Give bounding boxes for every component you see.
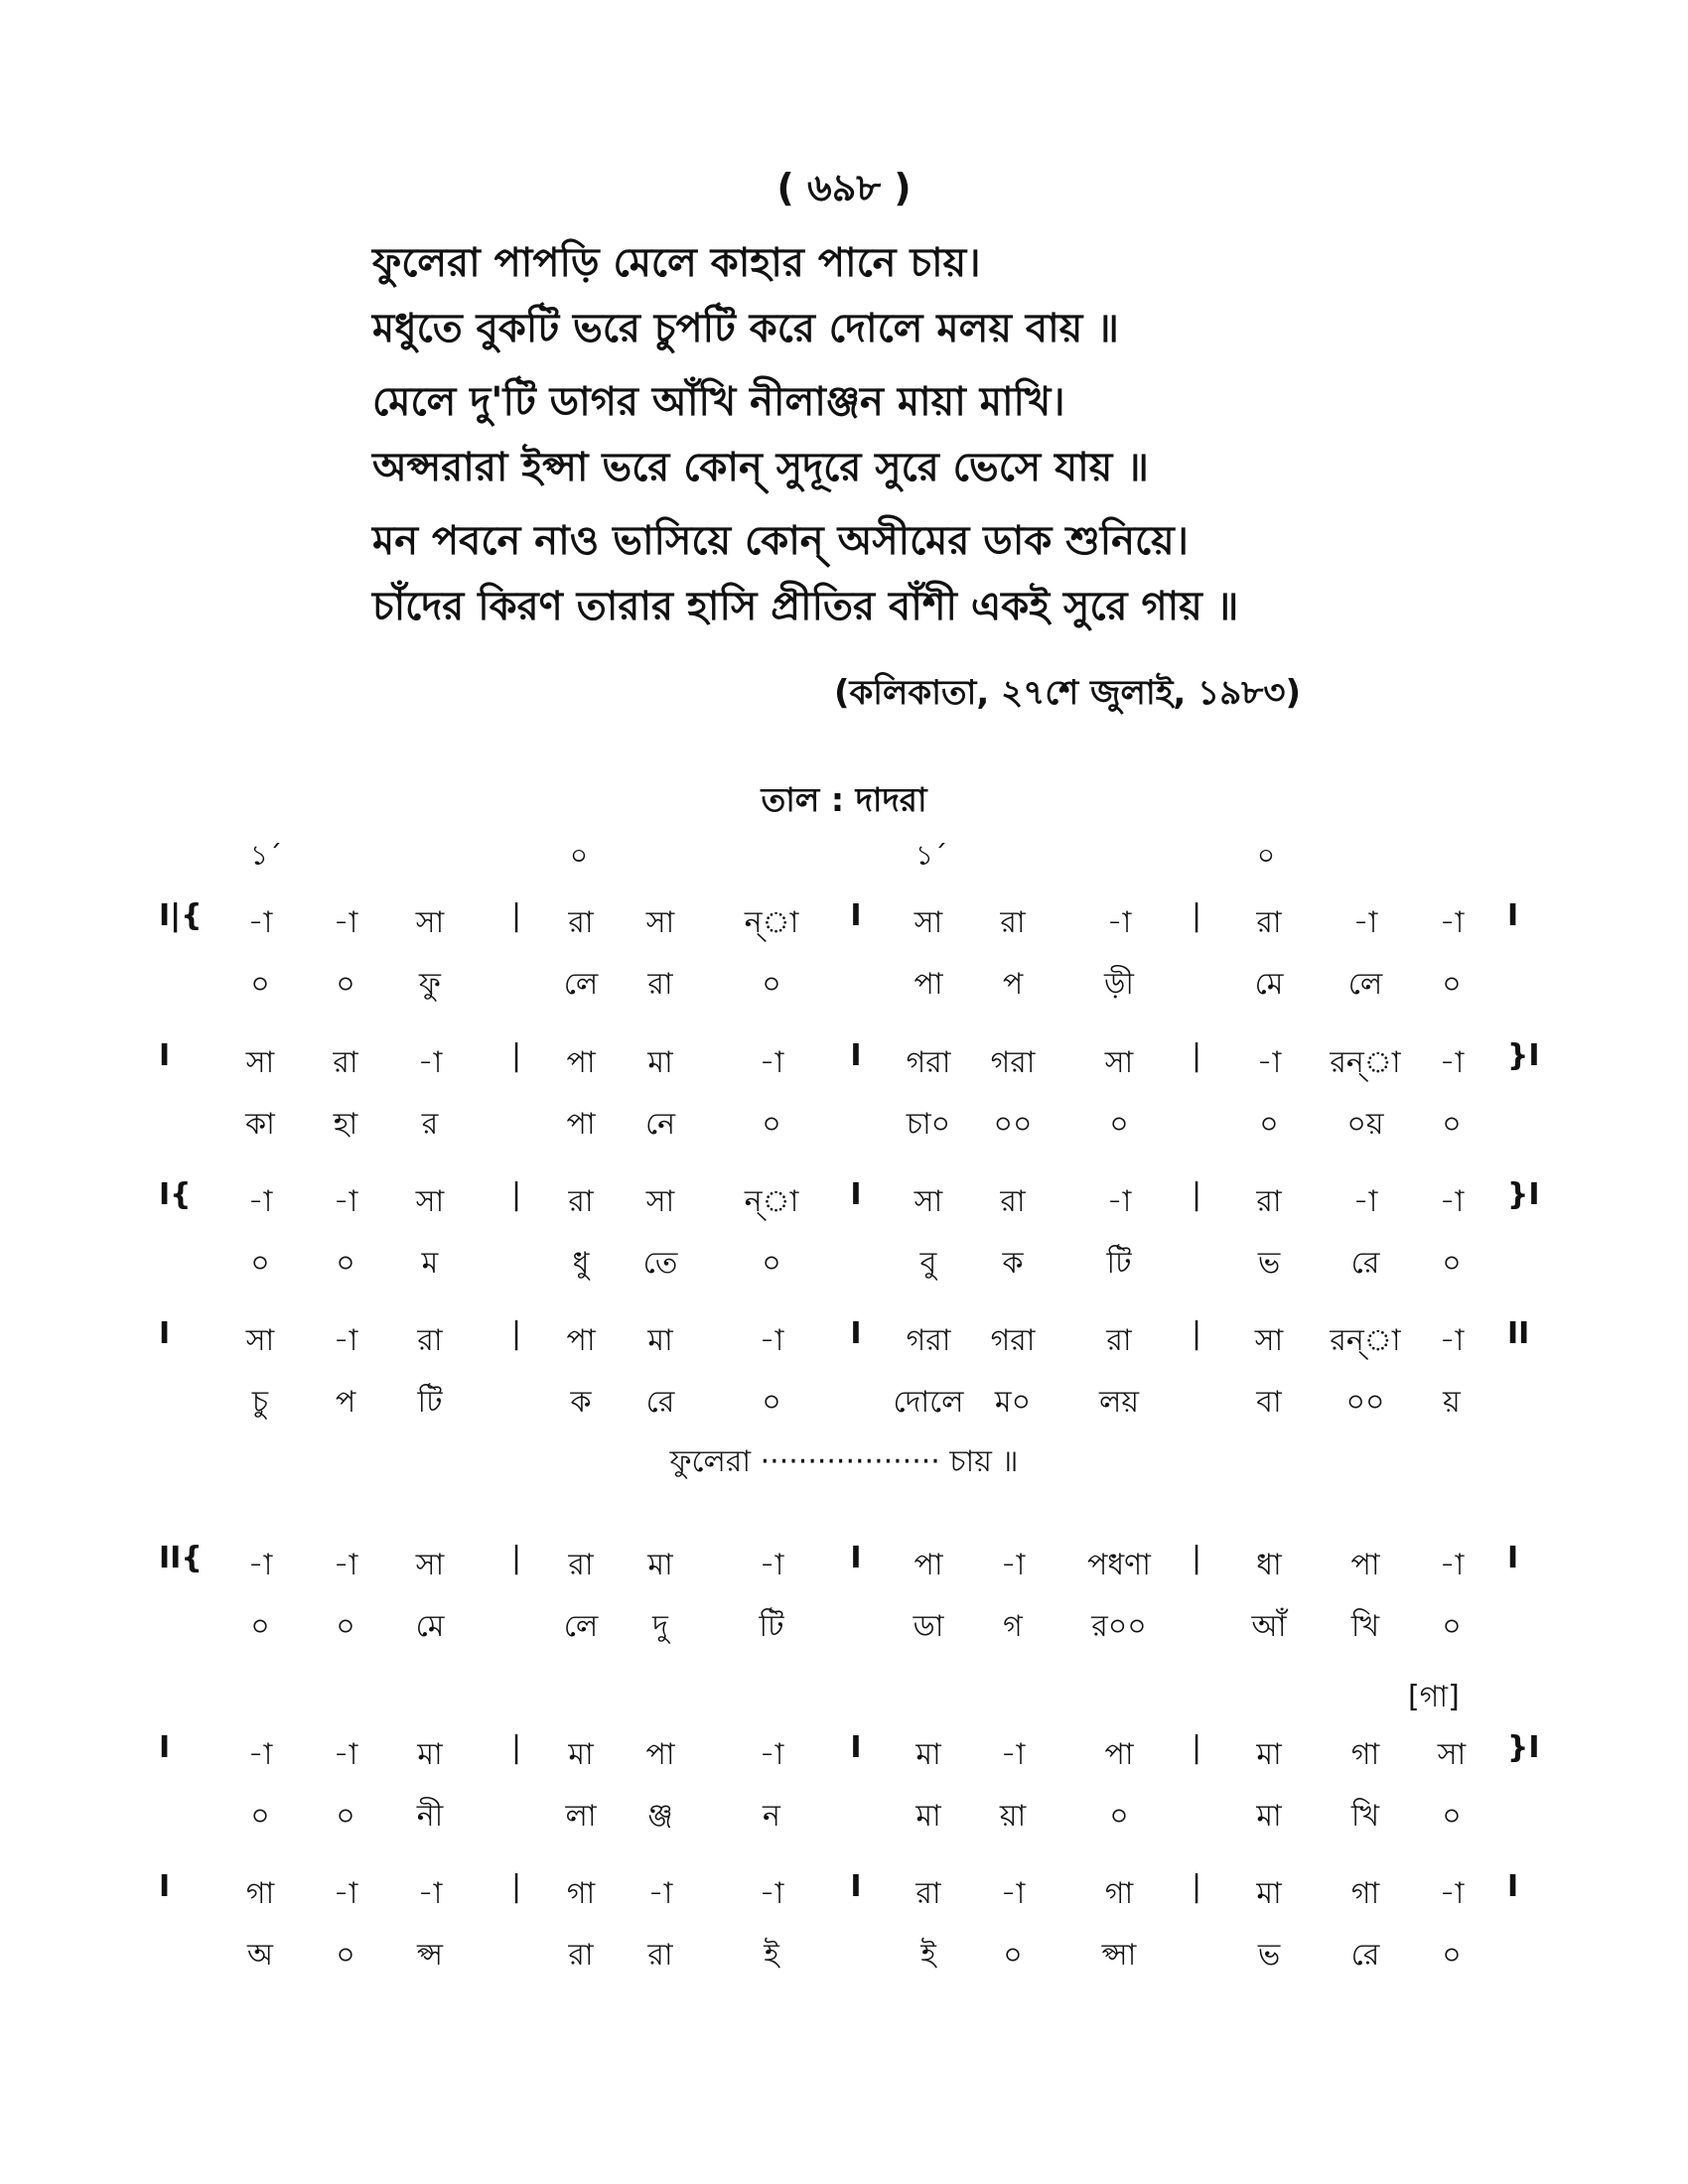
lyric-cell: ০ [336, 1609, 355, 1644]
note-cell: গরা [906, 1323, 951, 1358]
lyric-cell: প্স [417, 1938, 443, 1973]
lyric-cell: ধু [572, 1246, 590, 1281]
note-cell: -া [1439, 1184, 1465, 1219]
lyric-cell: চু [251, 1385, 269, 1420]
lyric-cell: টি [759, 1609, 784, 1644]
note-cell: গা [1350, 1737, 1380, 1772]
notation-note-row [0, 1316, 1688, 1360]
verse-line: মেলে দু'টি ডাগর আঁখি নীলাঞ্জন মায়া মাখি। [372, 379, 1065, 425]
notation-note-row [0, 898, 1688, 942]
dateline: (কলিকাতা, ২৭শে জুলাই, ১৯৮৩) [833, 673, 1301, 713]
lyric-cell: ০ [1109, 1799, 1129, 1834]
row-barline-start: I [159, 1038, 171, 1073]
note-cell: মা [647, 1323, 673, 1358]
row-barline-end: }I [1507, 1038, 1540, 1073]
verse-line: মন পবনে নাও ভাসিয়ে কোন্ অসীমের ডাক শুনিয়ে। [372, 518, 1189, 564]
note-cell: সা [645, 1184, 675, 1219]
lyric-cell: ০ [250, 1246, 270, 1281]
note-cell: সা [415, 1184, 445, 1219]
note-cell: গা [245, 1876, 275, 1911]
alternate-note: [গা] [1408, 1680, 1460, 1714]
note-cell: সা [415, 1548, 445, 1582]
row-barline-start: I [159, 1316, 171, 1351]
row-barline-start: I [159, 1869, 171, 1904]
lyric-cell: দু [652, 1609, 668, 1644]
lyric-cell: ০ [336, 967, 355, 1002]
lyric-cell: ম [421, 1246, 439, 1281]
lyric-cell: তে [642, 1246, 678, 1281]
barline: | [1191, 1177, 1202, 1212]
note-cell: -া [647, 1876, 673, 1911]
barline: | [510, 1541, 522, 1575]
lyric-cell: ০ [762, 1246, 781, 1281]
lyric-cell: ০ [1442, 1938, 1462, 1973]
row-barline-start: I{ [159, 1177, 192, 1212]
note-cell: -া [333, 1184, 358, 1219]
notation-lyric-row [0, 960, 1688, 1004]
lyric-cell: রা [647, 967, 673, 1002]
note-cell: ধা [1256, 1548, 1282, 1582]
notation-lyric-row [0, 1378, 1688, 1422]
lyric-cell: র [421, 1107, 439, 1142]
lyric-cell: পা [566, 1107, 596, 1142]
tala-heading: তাল : দাদরা [761, 780, 927, 819]
note-cell: গরা [906, 1045, 951, 1080]
note-cell: রা [568, 1184, 594, 1219]
notation-lyric-row [0, 1100, 1688, 1144]
barline: | [510, 898, 522, 933]
lyric-cell: লে [1347, 967, 1383, 1002]
note-cell: রা [1000, 905, 1026, 940]
note-cell: মা [915, 1737, 941, 1772]
lyric-cell: ক [570, 1385, 592, 1420]
lyric-cell: গ [1003, 1609, 1023, 1644]
lyric-cell: মা [915, 1799, 941, 1834]
note-cell: -া [1439, 1548, 1465, 1582]
note-cell: -া [1439, 1045, 1465, 1080]
lyric-cell: ০ [1109, 1107, 1129, 1142]
note-cell: গা [566, 1876, 596, 1911]
notation-lyric-row [0, 1931, 1688, 1975]
barline: | [1191, 898, 1202, 933]
note-cell: -া [247, 1737, 273, 1772]
note-cell: রন্‌া [1330, 1323, 1401, 1358]
barline: I [850, 898, 862, 933]
note-cell: -া [1439, 905, 1465, 940]
note-cell: রা [1256, 905, 1282, 940]
note-cell: -া [417, 1045, 443, 1080]
note-cell: রা [915, 1876, 941, 1911]
lyric-cell: ০০ [1345, 1385, 1385, 1420]
notation-note-row [0, 1038, 1688, 1082]
note-cell: মা [647, 1548, 673, 1582]
lyric-cell: ০ [762, 967, 781, 1002]
lyric-cell: ন [763, 1799, 780, 1834]
barline: | [1191, 1316, 1202, 1351]
lyric-cell: পা [914, 967, 943, 1002]
note-cell: -া [333, 905, 358, 940]
lyric-cell: ০০ [993, 1107, 1033, 1142]
note-cell: সা [1104, 1045, 1134, 1080]
notation-lyric-row [0, 1239, 1688, 1283]
barline: | [1191, 1730, 1202, 1765]
row-barline-end: I [1507, 898, 1519, 933]
lyric-cell: প [1002, 967, 1024, 1002]
barline: I [850, 1730, 862, 1765]
note-cell: -া [1352, 905, 1378, 940]
note-cell: মা [417, 1737, 443, 1772]
lyric-cell: লা [565, 1799, 597, 1834]
note-cell: -া [247, 1184, 273, 1219]
lyric-cell: খি [1350, 1609, 1380, 1644]
lyric-cell: ০ [336, 1246, 355, 1281]
lyric-cell: প [335, 1385, 356, 1420]
notation-note-row [0, 1730, 1688, 1774]
lyric-cell: ০য় [1346, 1107, 1384, 1142]
barline: | [510, 1316, 522, 1351]
lyric-cell: অ [247, 1938, 273, 1973]
note-cell: পা [566, 1323, 596, 1358]
beat-mark: ১´ [249, 839, 283, 872]
note-cell: -া [759, 1876, 784, 1911]
note-cell: -া [1439, 1323, 1465, 1358]
row-barline-start: I [159, 1730, 171, 1765]
lyric-cell: মা [1256, 1799, 1282, 1834]
row-barline-end: }I [1507, 1730, 1540, 1765]
lyric-cell: লে [563, 1609, 599, 1644]
lyric-cell: ০ [1003, 1938, 1023, 1973]
lyric-cell: নী [416, 1799, 444, 1834]
note-cell: মা [1256, 1876, 1282, 1911]
note-cell: রা [417, 1323, 443, 1358]
barline: I [850, 1541, 862, 1575]
lyric-cell: ০ [250, 1609, 270, 1644]
lyric-cell: ০ [250, 967, 270, 1002]
note-cell: গা [1104, 1876, 1134, 1911]
lyric-cell: রে [1350, 1938, 1380, 1973]
note-cell: সা [914, 905, 943, 940]
note-cell: সা [645, 905, 675, 940]
note-cell: -া [759, 1045, 784, 1080]
lyric-cell: বু [919, 1246, 937, 1281]
note-cell: ন্‌া [744, 1184, 799, 1219]
page-number: ( ৬৯৮ ) [776, 166, 912, 209]
lyric-cell: ফু [419, 967, 441, 1002]
note-cell: -া [1000, 1737, 1026, 1772]
lyric-cell: চা০ [906, 1107, 951, 1142]
lyric-cell: য় [1443, 1385, 1461, 1420]
lyric-cell: টি [417, 1385, 443, 1420]
note-cell: -া [759, 1548, 784, 1582]
lyric-cell: ০ [1442, 967, 1462, 1002]
barline: I [850, 1869, 862, 1904]
note-cell: পধণা [1086, 1548, 1152, 1582]
note-cell: পা [645, 1737, 675, 1772]
note-cell: গরা [990, 1045, 1036, 1080]
lyric-cell: ডা [913, 1609, 944, 1644]
note-cell: -া [1106, 905, 1132, 940]
barline: | [510, 1038, 522, 1073]
note-cell: -া [759, 1323, 784, 1358]
lyric-cell: প্সা [1101, 1938, 1137, 1973]
lyric-cell: ০ [250, 1799, 270, 1834]
verse-line: অপ্সরারা ইপ্সা ভরে কোন্ সুদূরে সুরে ভেসে যায় ॥ [372, 445, 1149, 490]
barline: | [1191, 1869, 1202, 1904]
lyric-cell: ০ [336, 1938, 355, 1973]
note-cell: মা [568, 1737, 594, 1772]
lyric-cell: কা [245, 1107, 275, 1142]
lyric-cell: য়া [999, 1799, 1027, 1834]
lyric-cell: ভ [1257, 1938, 1281, 1973]
note-cell: -া [1106, 1184, 1132, 1219]
note-cell: মা [1256, 1737, 1282, 1772]
note-cell: রা [333, 1045, 358, 1080]
note-cell: ন্‌া [744, 905, 799, 940]
lyric-cell: রে [645, 1385, 675, 1420]
note-cell: -া [247, 1548, 273, 1582]
beat-mark: ০ [569, 839, 589, 872]
lyric-cell: বা [1256, 1385, 1282, 1420]
note-cell: পা [566, 1045, 596, 1080]
lyric-cell: খি [1350, 1799, 1380, 1834]
row-barline-end: II [1507, 1316, 1530, 1351]
note-cell: সা [1254, 1323, 1284, 1358]
barline: | [510, 1730, 522, 1765]
lyric-cell: ০ [1442, 1799, 1462, 1834]
lyric-cell: ঞ্জ [647, 1799, 673, 1834]
beat-mark: ১´ [914, 839, 948, 872]
note-cell: -া [417, 1876, 443, 1911]
lyric-cell: আঁ [1251, 1609, 1287, 1644]
lyric-cell: দোলে [893, 1385, 964, 1420]
barline: | [1191, 1038, 1202, 1073]
note-cell: -া [333, 1737, 358, 1772]
barline: | [510, 1869, 522, 1904]
note-cell: রন্‌া [1330, 1045, 1401, 1080]
barline: | [1191, 1541, 1202, 1575]
note-cell: -া [247, 905, 273, 940]
lyric-cell: রা [647, 1938, 673, 1973]
barline: I [850, 1316, 862, 1351]
lyric-cell: ০ [762, 1107, 781, 1142]
verse-line: ফুলেরা পাপড়ি মেলে কাহার পানে চায়। [372, 240, 981, 286]
notation-lyric-row [0, 1602, 1688, 1646]
lyric-cell: ক [1002, 1246, 1024, 1281]
row-barline-start: I|{ [159, 898, 203, 933]
note-cell: -া [1000, 1548, 1026, 1582]
lyric-cell: টি [1106, 1246, 1132, 1281]
note-cell: পা [1350, 1548, 1380, 1582]
lyric-cell: ই [764, 1938, 779, 1973]
lyric-cell: রে [1350, 1246, 1380, 1281]
lyric-cell: মে [1254, 967, 1284, 1002]
lyric-cell: ভ [1257, 1246, 1281, 1281]
lyric-cell: ম০ [994, 1385, 1032, 1420]
note-cell: রা [1106, 1323, 1132, 1358]
note-cell: -া [1000, 1876, 1026, 1911]
lyric-cell: লে [563, 967, 599, 1002]
row-barline-end: }I [1507, 1177, 1540, 1212]
note-cell: রা [1000, 1184, 1026, 1219]
lyric-cell: ০ [336, 1799, 355, 1834]
note-cell: -া [1439, 1876, 1465, 1911]
verse-line: মধুতে বুকটি ভরে চুপটি করে দোলে মলয় বায় ॥ [372, 306, 1119, 351]
note-cell: -া [333, 1323, 358, 1358]
note-cell: পা [1104, 1737, 1134, 1772]
lyric-cell: ০ [1442, 1107, 1462, 1142]
notation-note-row [0, 1177, 1688, 1221]
barline: I [850, 1038, 862, 1073]
note-cell: -া [333, 1876, 358, 1911]
barline: | [510, 1177, 522, 1212]
note-cell: -া [759, 1737, 784, 1772]
barline: I [850, 1177, 862, 1212]
lyric-cell: ০ [1442, 1609, 1462, 1644]
row-barline-end: I [1507, 1541, 1519, 1575]
verse-line: চাঁদের কিরণ তারার হাসি প্রীতির বাঁশী একই সুরে গায় ॥ [372, 584, 1239, 629]
beat-mark: ০ [1256, 839, 1276, 872]
note-cell: রা [568, 1548, 594, 1582]
lyric-cell: ০ [1442, 1246, 1462, 1281]
refrain-line: ফুলেরা ··················· চায় ॥ [669, 1444, 1019, 1479]
lyric-cell: ০ [1259, 1107, 1279, 1142]
lyric-cell: ০ [762, 1385, 781, 1420]
note-cell: সা [245, 1045, 275, 1080]
lyric-cell: র০০ [1091, 1609, 1147, 1644]
lyric-cell: রা [568, 1938, 594, 1973]
lyric-cell: লয় [1098, 1385, 1140, 1420]
note-cell: পা [914, 1548, 943, 1582]
note-cell: গা [1350, 1876, 1380, 1911]
note-cell: সা [1437, 1737, 1467, 1772]
notation-note-row [0, 1541, 1688, 1584]
note-cell: রা [1256, 1184, 1282, 1219]
notation-lyric-row [0, 1792, 1688, 1836]
note-cell: সা [245, 1323, 275, 1358]
lyric-cell: মে [415, 1609, 445, 1644]
note-cell: সা [914, 1184, 943, 1219]
note-cell: -া [333, 1548, 358, 1582]
row-barline-end: I [1507, 1869, 1519, 1904]
note-cell: -া [1256, 1045, 1282, 1080]
lyric-cell: ড়ী [1103, 967, 1135, 1002]
note-cell: সা [415, 905, 445, 940]
note-cell: গরা [990, 1323, 1036, 1358]
note-cell: রা [568, 905, 594, 940]
lyric-cell: ই [920, 1938, 936, 1973]
lyric-cell: নে [644, 1107, 676, 1142]
lyric-cell: হা [333, 1107, 358, 1142]
note-cell: মা [647, 1045, 673, 1080]
row-barline-start: II{ [159, 1541, 203, 1575]
notation-note-row [0, 1869, 1688, 1913]
note-cell: -া [1352, 1184, 1378, 1219]
